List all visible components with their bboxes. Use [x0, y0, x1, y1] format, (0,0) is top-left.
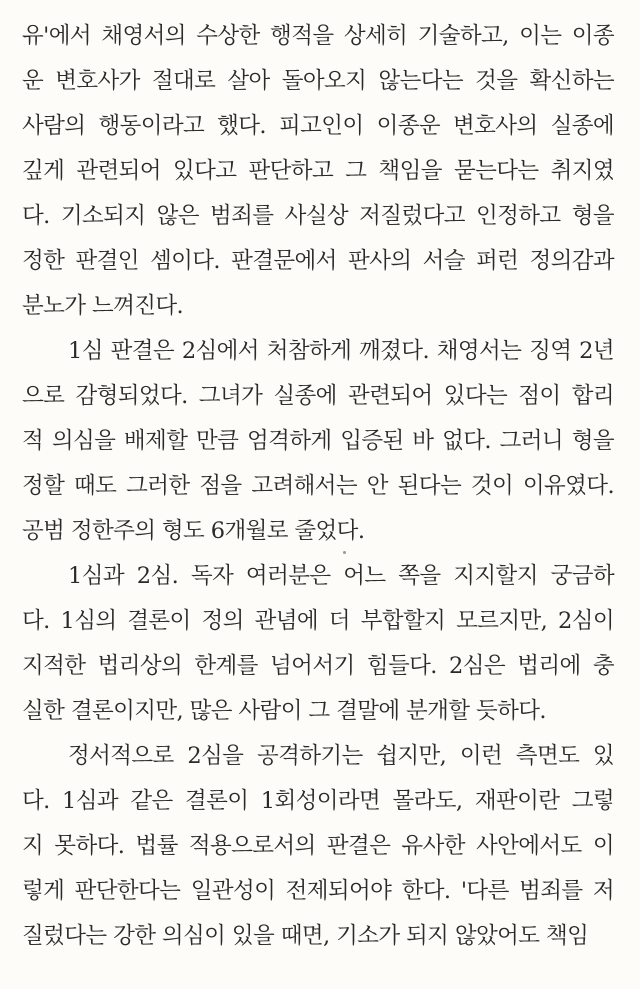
text-line: 지 못하다. 법률 적용으로서의 판결은 유사한 사안에서도 이	[22, 833, 614, 859]
text-line: 정서적으로 2심을 공격하기는 쉽지만, 이런 측면도 있	[68, 743, 614, 769]
paragraph	[22, 734, 614, 959]
text-line: 1심과 2심. 독자 여러분은 어느 쪽을 지지할지 궁금하	[68, 563, 614, 589]
ink-speck	[343, 551, 346, 554]
paragraph	[22, 329, 614, 554]
text-line: 1심 판결은 2심에서 처참하게 깨졌다. 채영서는 징역 2년	[68, 338, 614, 364]
text-line: 정한 판결인 셈이다. 판결문에서 판사의 서슬 퍼런 정의감과	[22, 248, 614, 274]
text-line: 다. 1심의 결론이 정의 관념에 더 부합할지 모르지만, 2심이	[22, 608, 614, 634]
paragraph	[22, 14, 614, 329]
paragraph	[22, 554, 614, 734]
text-line: 정할 때도 그러한 점을 고려해서는 안 된다는 것이 이유였다.	[22, 473, 614, 499]
text-line: 사람의 행동이라고 했다. 피고인이 이종운 변호사의 실종에	[22, 113, 614, 139]
text-line: 렇게 판단한다는 일관성이 전제되어야 한다. '다른 범죄를 저	[22, 878, 614, 904]
text-line: 다. 1심과 같은 결론이 1회성이라면 몰라도, 재판이란 그렇	[22, 788, 614, 814]
text-line: 실한 결론이지만, 많은 사람이 그 결말에 분개할 듯하다.	[22, 698, 546, 724]
text-line: 다. 기소되지 않은 범죄를 사실상 저질렀다고 인정하고 형을	[22, 203, 614, 229]
text-line: 으로 감형되었다. 그녀가 실종에 관련되어 있다는 점이 합리	[22, 383, 614, 409]
text-line: 질렀다는 강한 의심이 있을 때면, 기소가 되지 않았어도 책임	[22, 923, 589, 949]
text-line: 유'에서 채영서의 수상한 행적을 상세히 기술하고, 이는 이종	[22, 23, 614, 49]
text-line: 운 변호사가 절대로 살아 돌아오지 않는다는 것을 확신하는	[22, 68, 614, 94]
page-text-body	[22, 14, 614, 959]
text-line: 분노가 느껴진다.	[22, 293, 184, 319]
text-line: 적 의심을 배제할 만큼 엄격하게 입증된 바 없다. 그러니 형을	[22, 428, 614, 454]
text-line: 깊게 관련되어 있다고 판단하고 그 책임을 묻는다는 취지였	[22, 158, 614, 184]
text-line: 지적한 법리상의 한계를 넘어서기 힘들다. 2심은 법리에 충	[22, 653, 614, 679]
text-line: 공범 정한주의 형도 6개월로 줄었다.	[22, 518, 365, 544]
